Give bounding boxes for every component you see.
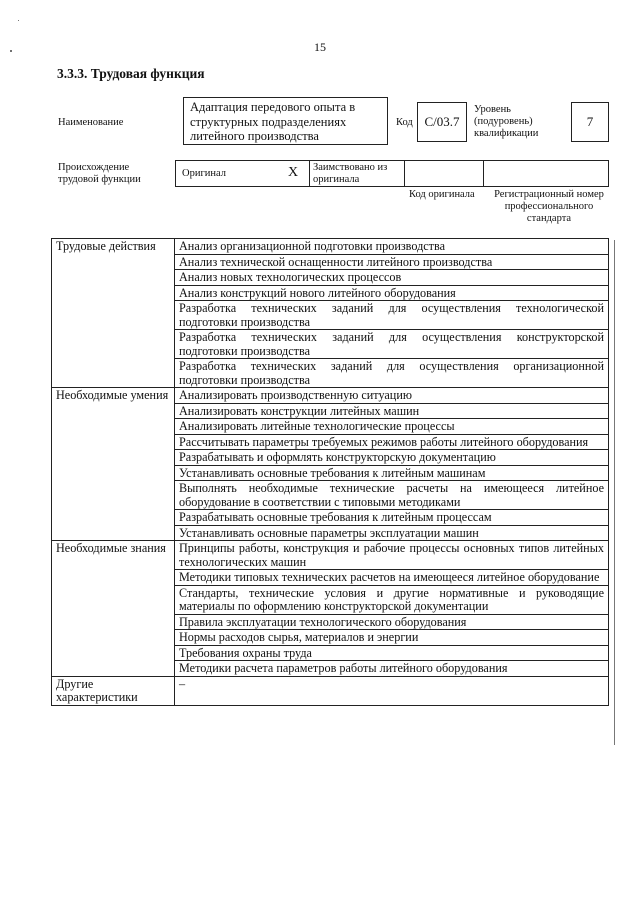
table-row [52,676,609,705]
original-label: Оригинал [182,168,226,179]
origin-table [175,160,609,187]
table-cell: Разрабатывать и оформлять конструкторскую документацию [175,450,609,466]
original-mark: X [288,165,299,180]
scan-speck [18,20,19,21]
level-label: Уровень (подуровень) квалификации [474,104,539,139]
group-label: Трудовые действия [52,239,175,388]
code-value-box: C/03.7 [417,102,467,142]
original-cell [176,161,310,186]
code-caption: Код оригинала [409,189,475,200]
table-cell: Разрабатывать основные требования к литейным процессам [175,510,609,526]
group-label: Другие характеристики [52,676,175,705]
group-label: Необходимые знания [52,541,175,677]
table-cell: Устанавливать основные требования к литейным машинам [175,465,609,481]
page-number: 15 [314,40,326,54]
table-cell: Правила эксплуатации технологического оборудования [175,614,609,630]
reg-caption: Регистрационный номер профессионального стандарта [494,189,604,224]
table-cell: Выполнять необходимые технические расчеты на имеющееся литейное оборудование в соответствии с типовыми методиками [175,481,609,510]
table-cell: Анализировать конструкции литейных машин [175,403,609,419]
table-cell: Анализ организационной подготовки производства [175,239,609,255]
table-cell: Методики расчета параметров работы литейного оборудования [175,661,609,677]
borrowed-cell [310,161,405,186]
table-cell: Нормы расходов сырья, материалов и энергии [175,630,609,646]
scan-margin-line [614,240,615,745]
function-table [51,238,609,706]
table-row [52,239,609,255]
section-title: 3.3.3. Трудовая функция [57,66,205,81]
table-cell: Методики типовых технических расчетов на имеющееся литейное оборудование [175,570,609,586]
group-label: Необходимые умения [52,388,175,541]
table-cell: – [175,676,609,705]
table-cell: Анализ конструкций нового литейного оборудования [175,285,609,301]
table-cell: Рассчитывать параметры требуемых режимов работы литейного оборудования [175,434,609,450]
table-cell: Устанавливать основные параметры эксплуатации машин [175,525,609,541]
table-row [52,388,609,404]
table-cell: Анализировать литейные технологические процессы [175,419,609,435]
table-cell: Стандарты, технические условия и другие нормативные и руководящие материалы по оформлению конструкторской документации [175,585,609,614]
name-label: Наименование [58,117,124,128]
name-value-box: Адаптация передового опыта в структурных подразделениях литейного производства [183,97,388,145]
borrowed-label: Заимствовано из оригинала [313,162,388,185]
table-cell: Разработка технических заданий для осуществления организационной подготовки производства [175,359,609,388]
table-cell: Принципы работы, конструкция и рабочие процессы основных типов литейных технологических машин [175,541,609,570]
table-cell: Требования охраны труда [175,645,609,661]
table-cell: Анализировать производственную ситуацию [175,388,609,404]
table-row [52,541,609,570]
origin-label: Происхождение трудовой функции [58,162,141,185]
table-cell: Анализ технической оснащенности литейного производства [175,254,609,270]
table-cell: Анализ новых технологических процессов [175,270,609,286]
original-code-cell [405,161,484,186]
table-cell: Разработка технических заданий для осуществления конструкторской подготовки производства [175,330,609,359]
level-value-box: 7 [571,102,609,142]
reg-number-cell [484,161,608,186]
code-label: Код [396,117,413,128]
table-cell: Разработка технических заданий для осуществления технологической подготовки производства [175,301,609,330]
